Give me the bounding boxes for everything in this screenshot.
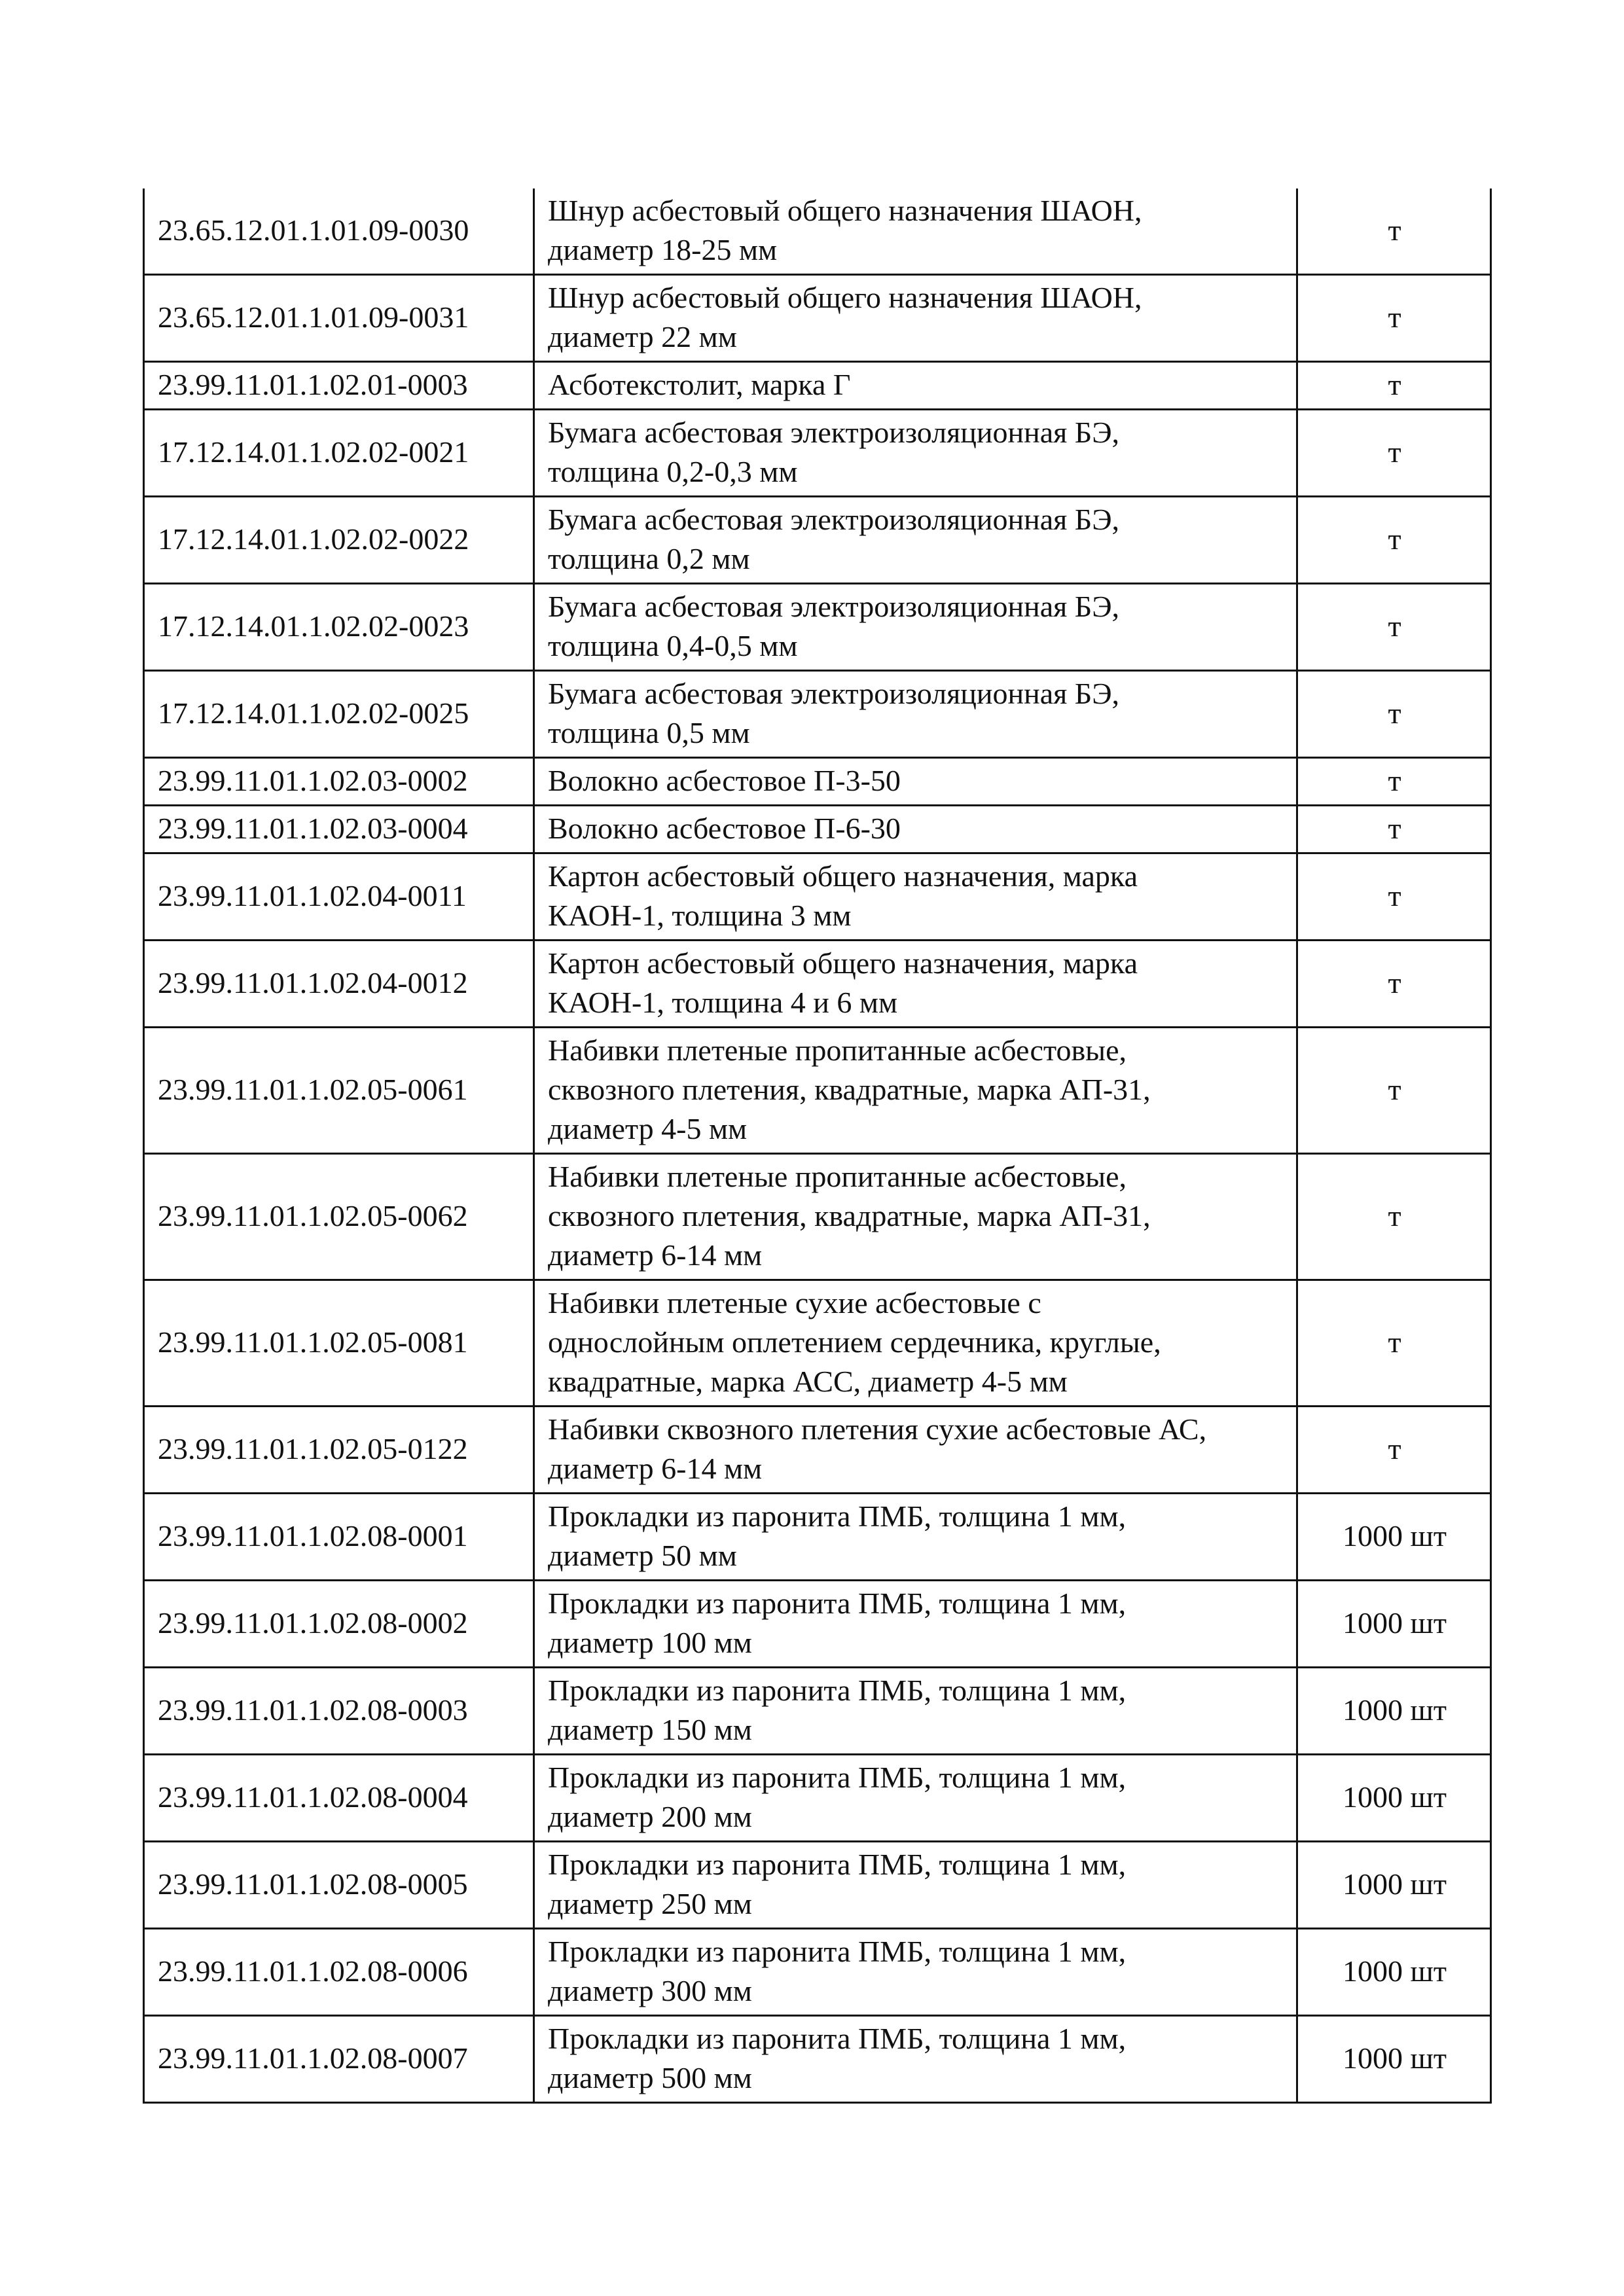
material-name-cell: [534, 1929, 1297, 2016]
material-name-cell: [534, 1581, 1297, 1668]
material-name-line: диаметр 6-14 мм: [548, 1238, 763, 1272]
material-code-cell: 23.65.12.01.1.01.09-0030: [144, 188, 534, 275]
unit-cell: 1000 шт: [1297, 2016, 1491, 2103]
material-name-line: Бумага асбестовая электроизоляционная БЭ,: [548, 416, 1120, 449]
table-row: [144, 1028, 1491, 1154]
material-name-line: диаметр 500 мм: [548, 2061, 752, 2094]
material-code-cell: 23.99.11.01.1.02.05-0122: [144, 1407, 534, 1494]
material-name-cell: [534, 671, 1297, 758]
table-row: [144, 410, 1491, 497]
material-name-line: Набивки плетеные пропитанные асбестовые,: [548, 1033, 1127, 1067]
unit-cell: т: [1297, 188, 1491, 275]
unit-cell: т: [1297, 806, 1491, 853]
material-name-line: Прокладки из паронита ПМБ, толщина 1 мм,: [548, 1587, 1127, 1620]
table-row: [144, 2016, 1491, 2103]
material-name-cell: [534, 941, 1297, 1028]
material-name-cell: [534, 1842, 1297, 1929]
table-row: [144, 1280, 1491, 1407]
material-name-cell: [534, 410, 1297, 497]
material-code-cell: 23.99.11.01.1.02.08-0002: [144, 1581, 534, 1668]
material-name-cell: [534, 362, 1297, 410]
material-code-cell: 23.99.11.01.1.02.03-0004: [144, 806, 534, 853]
material-name-line: Бумага асбестовая электроизоляционная БЭ,: [548, 590, 1120, 623]
table-row: [144, 806, 1491, 853]
material-name-cell: [534, 1494, 1297, 1581]
material-name-line: Волокно асбестовое П-3-50: [548, 764, 901, 797]
material-code-cell: 17.12.14.01.1.02.02-0023: [144, 584, 534, 671]
unit-cell: т: [1297, 1280, 1491, 1407]
unit-cell: т: [1297, 941, 1491, 1028]
material-name-line: Набивки плетеные сухие асбестовые с: [548, 1286, 1041, 1319]
table-row: [144, 584, 1491, 671]
table-row: [144, 758, 1491, 806]
material-name-cell: [534, 853, 1297, 941]
material-code-cell: 23.99.11.01.1.02.04-0011: [144, 853, 534, 941]
table-row: [144, 362, 1491, 410]
table-row: [144, 1842, 1491, 1929]
material-name-line: диаметр 150 мм: [548, 1713, 752, 1746]
material-code-cell: 23.99.11.01.1.02.08-0007: [144, 2016, 534, 2103]
material-name-cell: [534, 1755, 1297, 1842]
material-name-line: Бумага асбестовая электроизоляционная БЭ,: [548, 503, 1120, 536]
material-code-cell: 23.99.11.01.1.02.08-0005: [144, 1842, 534, 1929]
material-name-line: Прокладки из паронита ПМБ, толщина 1 мм,: [548, 1499, 1127, 1533]
unit-cell: т: [1297, 1028, 1491, 1154]
material-name-cell: [534, 497, 1297, 584]
table-row: [144, 1755, 1491, 1842]
material-code-cell: 23.99.11.01.1.02.05-0081: [144, 1280, 534, 1407]
unit-cell: т: [1297, 410, 1491, 497]
material-code-cell: 23.99.11.01.1.02.08-0003: [144, 1668, 534, 1755]
material-code-cell: 23.99.11.01.1.02.01-0003: [144, 362, 534, 410]
material-name-line: Шнур асбестовый общего назначения ШАОН,: [548, 281, 1142, 314]
material-name-line: диаметр 100 мм: [548, 1626, 752, 1659]
material-name-cell: [534, 2016, 1297, 2103]
material-code-cell: 23.99.11.01.1.02.08-0001: [144, 1494, 534, 1581]
material-name-line: Шнур асбестовый общего назначения ШАОН,: [548, 194, 1142, 227]
material-name-line: сквозного плетения, квадратные, марка АП-31,: [548, 1073, 1151, 1106]
table-row: [144, 1407, 1491, 1494]
material-name-line: Картон асбестовый общего назначения, марка: [548, 859, 1138, 893]
table-row: [144, 941, 1491, 1028]
material-code-cell: 17.12.14.01.1.02.02-0022: [144, 497, 534, 584]
material-name-cell: [534, 758, 1297, 806]
material-name-line: Картон асбестовый общего назначения, марка: [548, 946, 1138, 980]
material-name-line: КАОН-1, толщина 4 и 6 мм: [548, 986, 898, 1019]
material-name-cell: [534, 1407, 1297, 1494]
material-name-line: сквозного плетения, квадратные, марка АП-31,: [548, 1199, 1151, 1232]
material-name-cell: [534, 806, 1297, 853]
material-name-line: толщина 0,5 мм: [548, 716, 750, 749]
unit-cell: т: [1297, 275, 1491, 362]
unit-cell: т: [1297, 497, 1491, 584]
material-name-cell: [534, 1154, 1297, 1280]
material-name-line: диаметр 18-25 мм: [548, 233, 778, 266]
material-name-line: диаметр 200 мм: [548, 1800, 752, 1833]
table-row: [144, 1929, 1491, 2016]
table-row: [144, 188, 1491, 275]
unit-cell: 1000 шт: [1297, 1494, 1491, 1581]
table-row: [144, 1154, 1491, 1280]
unit-cell: т: [1297, 1407, 1491, 1494]
material-name-cell: [534, 275, 1297, 362]
unit-cell: т: [1297, 853, 1491, 941]
table-row: [144, 275, 1491, 362]
material-name-line: Асботекстолит, марка Г: [548, 368, 851, 401]
material-name-line: КАОН-1, толщина 3 мм: [548, 899, 852, 932]
material-code-cell: 17.12.14.01.1.02.02-0025: [144, 671, 534, 758]
unit-cell: 1000 шт: [1297, 1581, 1491, 1668]
material-code-cell: 23.99.11.01.1.02.05-0062: [144, 1154, 534, 1280]
unit-cell: 1000 шт: [1297, 1929, 1491, 2016]
material-name-line: диаметр 50 мм: [548, 1539, 737, 1572]
material-name-line: Бумага асбестовая электроизоляционная БЭ,: [548, 677, 1120, 710]
unit-cell: 1000 шт: [1297, 1755, 1491, 1842]
material-name-line: толщина 0,4-0,5 мм: [548, 629, 798, 662]
material-name-line: Набивки сквозного плетения сухие асбестовые АС,: [548, 1412, 1207, 1446]
material-code-cell: 23.99.11.01.1.02.05-0061: [144, 1028, 534, 1154]
material-name-line: диаметр 250 мм: [548, 1887, 752, 1920]
material-code-cell: 23.65.12.01.1.01.09-0031: [144, 275, 534, 362]
material-code-cell: 23.99.11.01.1.02.04-0012: [144, 941, 534, 1028]
material-name-line: однослойным оплетением сердечника, круглые,: [548, 1325, 1161, 1359]
material-name-line: Прокладки из паронита ПМБ, толщина 1 мм,: [548, 1674, 1127, 1707]
material-name-cell: [534, 188, 1297, 275]
unit-cell: т: [1297, 584, 1491, 671]
material-name-line: Набивки плетеные пропитанные асбестовые,: [548, 1160, 1127, 1193]
table-row: [144, 497, 1491, 584]
material-code-cell: 17.12.14.01.1.02.02-0021: [144, 410, 534, 497]
table-row: [144, 1494, 1491, 1581]
material-code-cell: 23.99.11.01.1.02.03-0002: [144, 758, 534, 806]
table-row: [144, 853, 1491, 941]
material-code-cell: 23.99.11.01.1.02.08-0006: [144, 1929, 534, 2016]
material-name-line: квадратные, марка АСС, диаметр 4-5 мм: [548, 1365, 1068, 1398]
material-name-cell: [534, 584, 1297, 671]
unit-cell: т: [1297, 1154, 1491, 1280]
materials-table-body: [144, 188, 1491, 2103]
unit-cell: 1000 шт: [1297, 1668, 1491, 1755]
material-name-line: толщина 0,2 мм: [548, 542, 750, 575]
document-page: [143, 188, 1490, 2104]
material-name-line: толщина 0,2-0,3 мм: [548, 455, 798, 488]
materials-table: [143, 188, 1492, 2104]
unit-cell: 1000 шт: [1297, 1842, 1491, 1929]
material-name-line: Прокладки из паронита ПМБ, толщина 1 мм,: [548, 1935, 1127, 1968]
table-row: [144, 671, 1491, 758]
material-name-cell: [534, 1028, 1297, 1154]
material-name-line: Волокно асбестовое П-6-30: [548, 812, 901, 845]
material-name-line: Прокладки из паронита ПМБ, толщина 1 мм,: [548, 1848, 1127, 1881]
material-name-line: диаметр 22 мм: [548, 320, 737, 353]
table-row: [144, 1581, 1491, 1668]
material-name-cell: [534, 1280, 1297, 1407]
material-name-line: Прокладки из паронита ПМБ, толщина 1 мм,: [548, 1761, 1127, 1794]
unit-cell: т: [1297, 758, 1491, 806]
table-row: [144, 1668, 1491, 1755]
material-name-line: диаметр 300 мм: [548, 1974, 752, 2007]
material-name-cell: [534, 1668, 1297, 1755]
material-name-line: диаметр 6-14 мм: [548, 1452, 763, 1485]
unit-cell: т: [1297, 671, 1491, 758]
unit-cell: т: [1297, 362, 1491, 410]
material-name-line: диаметр 4-5 мм: [548, 1112, 748, 1145]
material-name-line: Прокладки из паронита ПМБ, толщина 1 мм,: [548, 2022, 1127, 2055]
material-code-cell: 23.99.11.01.1.02.08-0004: [144, 1755, 534, 1842]
